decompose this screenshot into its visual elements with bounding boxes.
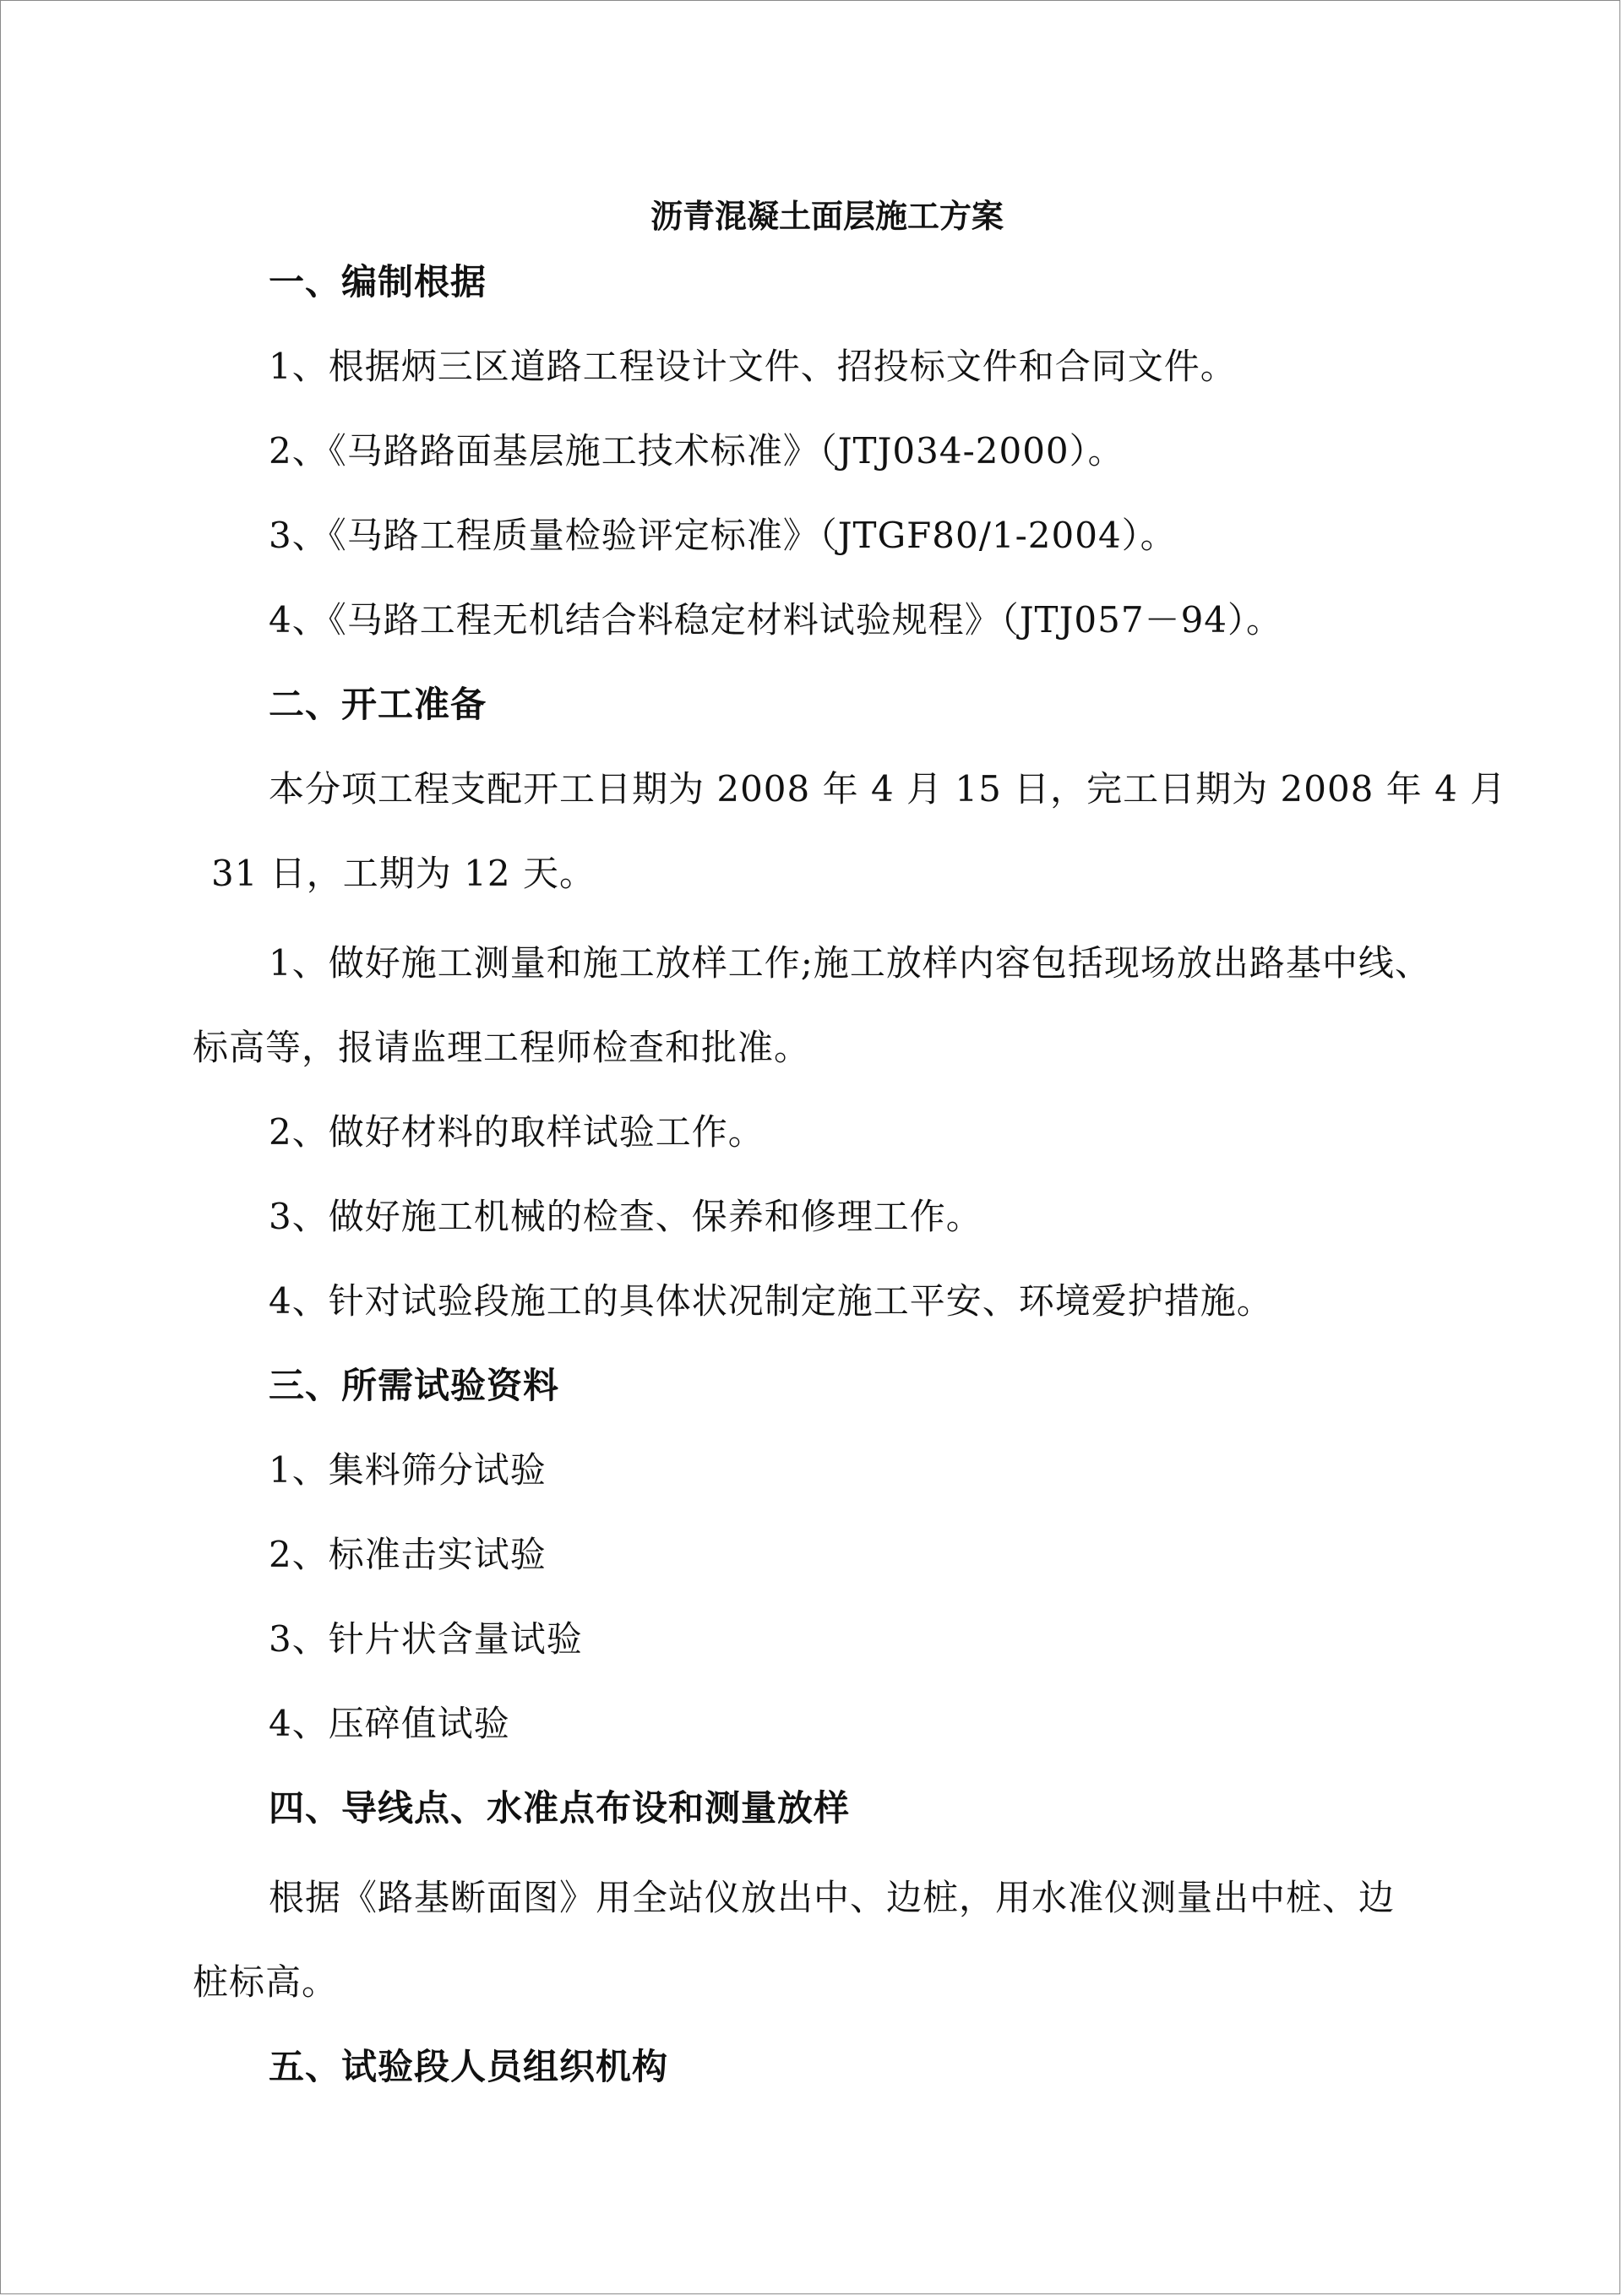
prep-item-1-line-1: 1、做好施工测量和施工放样工作;施工放样内容包括现场放出路基中线、 bbox=[269, 942, 1431, 984]
test-item-2: 2、标准击实试验 bbox=[269, 1534, 547, 1575]
section-heading-3: 三、所需试验资料 bbox=[269, 1365, 560, 1406]
prep-item-2: 2、做好材料的取样试验工作。 bbox=[269, 1111, 765, 1153]
basis-item-1: 1、根据炳三区道路工程设计文件、招投标文件和合同文件。 bbox=[269, 346, 1237, 387]
section-heading-1: 一、编制根据 bbox=[269, 261, 487, 303]
test-item-3: 3、针片状含量试验 bbox=[269, 1618, 583, 1660]
basis-item-3: 3、《马路工程质量检验评定标准》（JTGF80/1-2004）。 bbox=[269, 515, 1177, 556]
survey-paragraph-line-2: 桩标高。 bbox=[193, 1961, 339, 2003]
schedule-paragraph-line-2: 31 日，工期为 12 天。 bbox=[211, 853, 596, 894]
section-heading-4: 四、导线点、水准点布设和测量放样 bbox=[269, 1787, 851, 1829]
prep-item-4: 4、针对试验段施工的具体状况制定施工平安、环境爱护措施。 bbox=[269, 1280, 1273, 1322]
section-heading-5: 五、试验段人员组织机构 bbox=[269, 2046, 669, 2087]
schedule-paragraph-line-1: 本分项工程支配开工日期为 2008 年 4 月 15 日，完工日期为 2008 年 4 月 bbox=[269, 768, 1507, 810]
test-item-4: 4、压碎值试验 bbox=[269, 1703, 510, 1744]
prep-item-1-line-2: 标高等，报请监理工程师检查和批准。 bbox=[193, 1027, 811, 1068]
survey-paragraph-line-1: 根据《路基断面图》用全站仪放出中、边桩，用水准仪测量出中桩、边 bbox=[269, 1877, 1396, 1918]
basis-item-2: 2、《马路路面基层施工技术标准》（JTJ034-2000）。 bbox=[269, 430, 1124, 472]
prep-item-3: 3、做好施工机械的检查、保养和修理工作。 bbox=[269, 1196, 982, 1237]
section-heading-2: 二、开工准备 bbox=[269, 684, 487, 725]
document-title: 沥青混凝土面层施工方案 bbox=[650, 197, 1004, 235]
basis-item-4: 4、《马路工程无机结合料稳定材料试验规程》（JTJ057－94）。 bbox=[269, 599, 1283, 641]
test-item-1: 1、集料筛分试验 bbox=[269, 1449, 547, 1491]
